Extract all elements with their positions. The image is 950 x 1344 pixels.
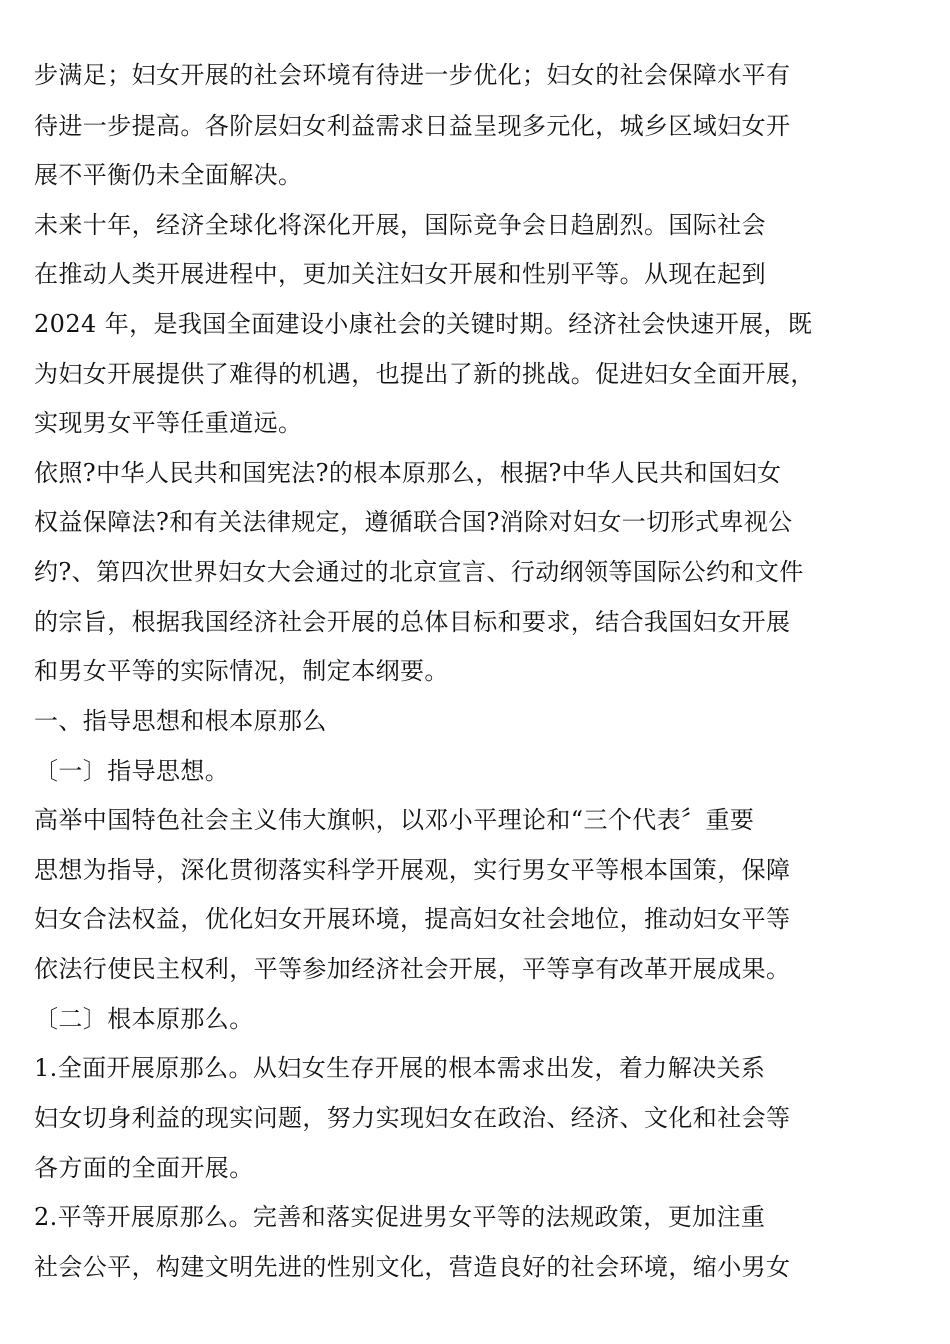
text-line: 妇女切身利益的现实问题，努力实现妇女在政治、经济、文化和社会等 xyxy=(34,1104,791,1132)
subsection-heading: 〔一〕指导思想。 xyxy=(34,757,230,785)
text-line: 未来十年，经济全球化将深化开展，国际竞争会日趋剧烈。国际社会 xyxy=(34,211,766,239)
text-line: 步满足；妇女开展的社会环境有待进一步优化；妇女的社会保障水平有 xyxy=(34,61,791,89)
text-line: 待进一步提高。各阶层妇女利益需求日益呈现多元化，城乡区域妇女开 xyxy=(34,112,791,140)
text-line: 和男女平等的实际情况，制定本纲要。 xyxy=(34,657,449,685)
text-line: 约?、第四次世界妇女大会通过的北京宣言、行动纲领等国际公约和文件 xyxy=(34,558,804,586)
text-line: 2024 年，是我国全面建设小康社会的关键时期。经济社会快速开展，既 xyxy=(34,310,813,338)
text-line: 的宗旨，根据我国经济社会开展的总体目标和要求，结合我国妇女开展 xyxy=(34,608,791,636)
text-line: 妇女合法权益，优化妇女开展环境，提高妇女社会地位，推动妇女平等 xyxy=(34,905,791,933)
subsection-heading: 〔二〕根本原那么。 xyxy=(34,1005,254,1033)
text-line: 权益保障法?和有关法律规定，遵循联合国?消除对妇女一切形式卑视公 xyxy=(34,508,793,536)
text-line: 高举中国特色社会主义伟大旗帜，以邓小平理论和“三个代表〞重要 xyxy=(34,806,755,834)
text-line: 展不平衡仍未全面解决。 xyxy=(34,161,303,189)
text-line: 依照?中华人民共和国宪法?的根本原那么，根据?中华人民共和国妇女 xyxy=(34,459,782,487)
text-line: 社会公平，构建文明先进的性别文化，营造良好的社会环境，缩小男女 xyxy=(34,1253,791,1281)
text-line: 2.平等开展原那么。完善和落实促进男女平等的法规政策，更加注重 xyxy=(34,1203,766,1231)
text-line: 实现男女平等任重道远。 xyxy=(34,409,303,437)
text-line: 各方面的全面开展。 xyxy=(34,1154,254,1182)
text-line: 依法行使民主权利，平等参加经济社会开展，平等享有改革开展成果。 xyxy=(34,955,791,983)
text-line: 思想为指导，深化贯彻落实科学开展观，实行男女平等根本国策，保障 xyxy=(34,856,791,884)
text-line: 在推动人类开展进程中，更加关注妇女开展和性别平等。从现在起到 xyxy=(34,260,766,288)
text-line: 1.全面开展原那么。从妇女生存开展的根本需求出发，着力解决关系 xyxy=(34,1054,766,1082)
section-heading: 一、指导思想和根本原那么 xyxy=(34,707,327,735)
text-line: 为妇女开展提供了难得的机遇，也提出了新的挑战。促进妇女全面开展， xyxy=(34,360,815,388)
